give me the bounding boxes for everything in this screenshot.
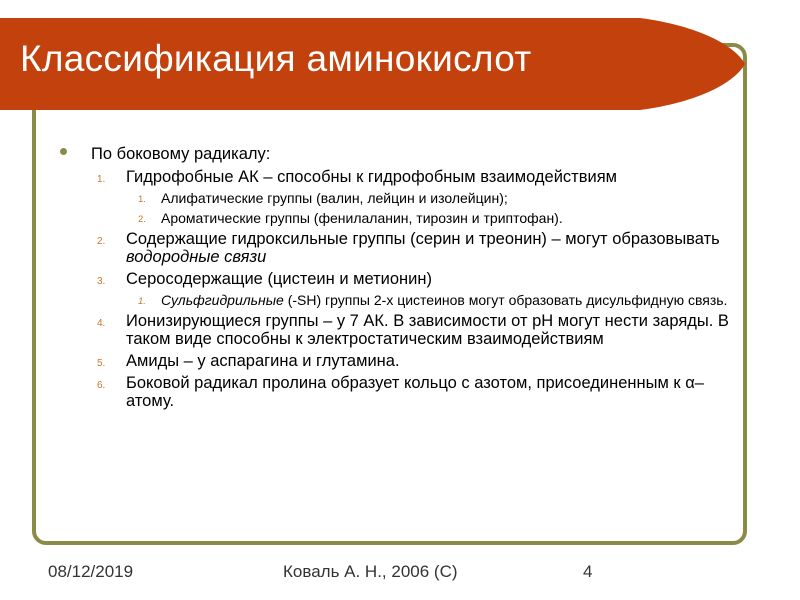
item-text: Ароматические группы (фенилаланин, тирозин и триптофан).	[161, 210, 563, 226]
list-item	[60, 230, 735, 266]
list-marker: 2.	[97, 236, 106, 247]
footer-date: 08/12/2019	[48, 562, 134, 581]
slide-content	[60, 144, 735, 414]
list-marker: 3.	[97, 276, 106, 287]
list-marker: 4.	[97, 318, 106, 329]
list-item	[60, 168, 735, 186]
item-text: Ионизирующиеся группы – у 7 АК. В зависимости от pH могут нести заряды. В таком виде способны к электростатическим взаимодействиям	[126, 312, 729, 348]
item-text: Амиды – у аспарагина и глутамина.	[126, 352, 400, 370]
item-text: Алифатические группы (валин, лейцин и изолейцин);	[161, 190, 508, 206]
item-text-italic: Сульфгидрильные	[161, 292, 284, 308]
item-text-italic: водородные связи	[126, 248, 267, 266]
list-marker: 1.	[97, 174, 106, 185]
list-marker: 1.	[138, 296, 146, 307]
list-marker: 6.	[97, 380, 106, 391]
sub-list-item	[60, 210, 735, 226]
footer-author: Коваль А. Н., 2006 (С)	[283, 562, 458, 581]
sub-list-item	[60, 292, 735, 308]
heading-text: По боковому радикалу:	[91, 145, 271, 163]
item-text: Серосодержащие (цистеин и метионин)	[126, 270, 432, 288]
page-number: 4	[583, 562, 593, 581]
item-text: Боковой радикал пролина образует кольцо с азотом, присоединенным к α–атому.	[126, 374, 704, 410]
list-heading	[60, 144, 735, 164]
item-text: (-SH) группы 2-х цистеинов могут образовать дисульфидную связь.	[283, 292, 728, 308]
list-item	[60, 374, 735, 410]
list-marker: 1.	[138, 194, 146, 205]
list-item	[60, 352, 735, 370]
bullet-dot	[60, 148, 67, 155]
list-marker: 5.	[97, 358, 106, 369]
list-item	[60, 312, 735, 348]
title-banner	[0, 18, 745, 110]
item-text: Гидрофобные АК – способны к гидрофобным взаимодействиям	[126, 168, 617, 186]
sub-list-item	[60, 190, 735, 206]
item-text: Содержащие гидроксильные группы (серин и треонин) – могут образовывать	[126, 230, 720, 248]
slide-title: Классификация аминокислот	[20, 38, 532, 79]
list-marker: 2.	[138, 214, 146, 225]
list-item	[60, 270, 735, 288]
